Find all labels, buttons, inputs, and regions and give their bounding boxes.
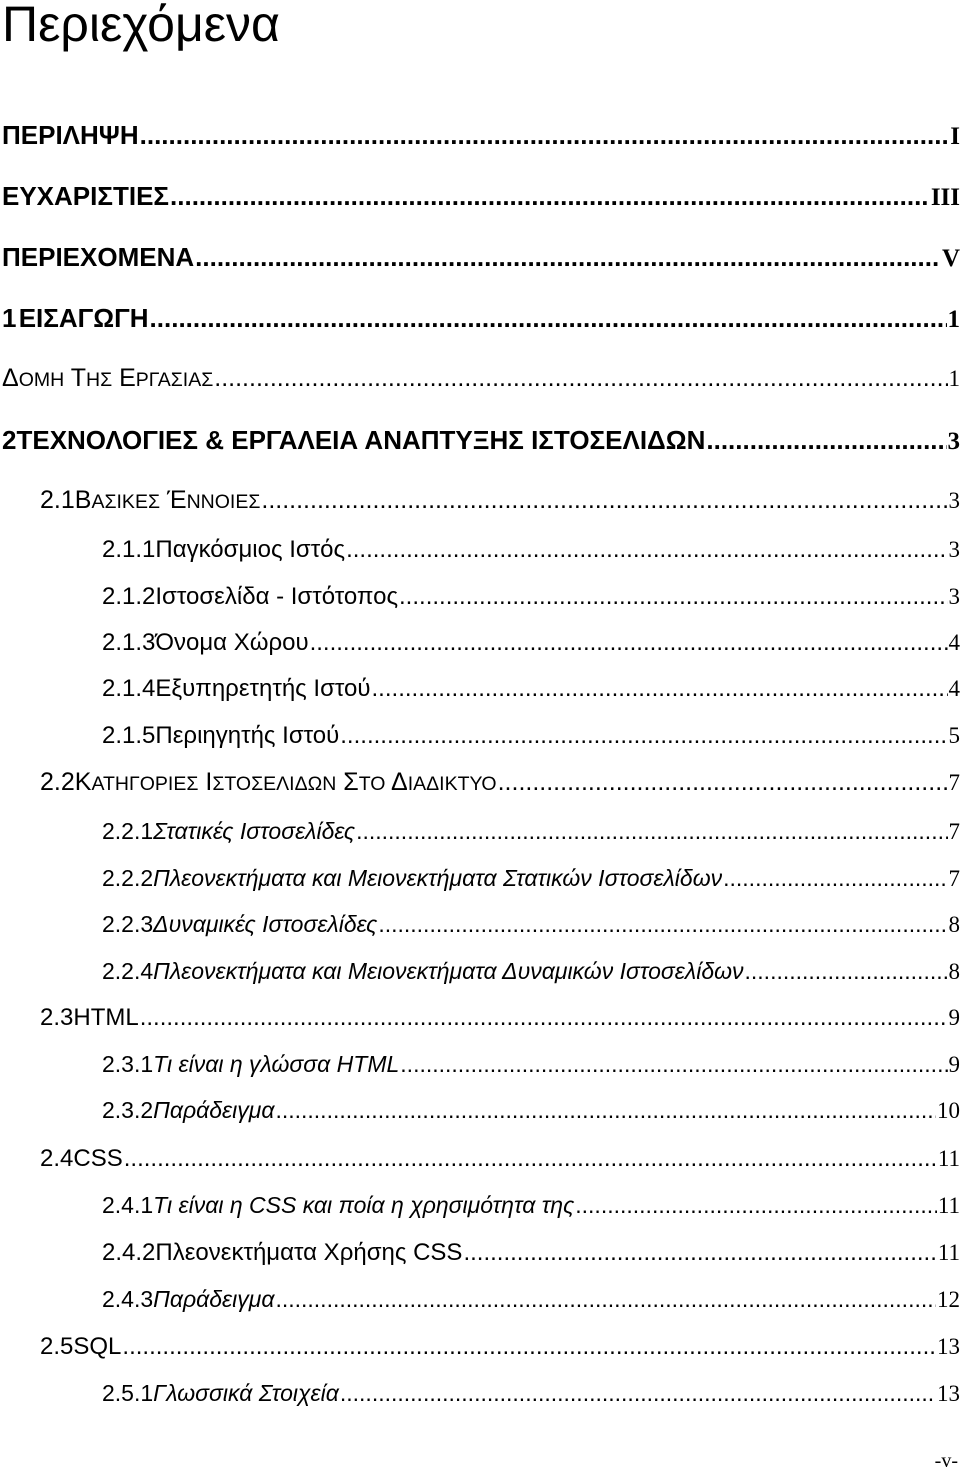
toc-entry-number: 2.1.1 (102, 536, 156, 563)
toc-entry-title: ΠΕΡΙΕΧΟΜΕΝΑ (2, 242, 195, 272)
toc-entry-title: Πλεονεκτήματα και Μειονεκτήματα Δυναμικών Ιστοσελίδων (153, 958, 744, 984)
dot-leader (340, 1380, 936, 1407)
toc-entry[interactable] (40, 1145, 960, 1173)
toc-entry-title: Παγκόσμιος Ιστός (155, 536, 346, 563)
toc-entry-title: ΔΟΜΗ ΤΗΣ ΕΡΓΑΣΙΑΣ (2, 364, 214, 392)
toc-entry-number: 2.2 (40, 768, 75, 796)
toc-entry[interactable] (2, 303, 960, 334)
toc-entry[interactable] (40, 1004, 960, 1032)
toc-entry-number: 2 (2, 425, 17, 455)
toc-entry[interactable] (102, 958, 960, 985)
dot-leader (170, 181, 930, 212)
toc-entry[interactable] (102, 1239, 960, 1267)
toc-entry-page: 13 (937, 1381, 960, 1406)
dot-leader (150, 303, 947, 334)
toc-entry-page: V (941, 245, 960, 272)
toc-entry[interactable] (102, 1192, 960, 1219)
toc-entry-title: Τι είναι η γλώσσα HTML (153, 1051, 400, 1077)
toc-entry[interactable] (102, 865, 960, 892)
toc-entry-title: Γλωσσικά Στοιχεία (153, 1380, 339, 1406)
toc-entry[interactable] (102, 629, 960, 657)
dot-leader (378, 911, 947, 938)
toc-entry-page: 1 (948, 366, 960, 391)
toc-entry-number: 1 (2, 303, 17, 333)
toc-entry-number: 2.4.2 (102, 1239, 156, 1266)
toc-entry[interactable] (40, 768, 960, 797)
toc-entry[interactable] (102, 583, 960, 611)
toc-entry-page: III (930, 184, 960, 211)
toc-entry-title: ΤΕΧΝΟΛΟΓΙΕΣ & ΕΡΓΑΛΕΙΑ ΑΝΑΠΤΥΞΗΣ ΙΣΤΟΣΕΛΙΔΩΝ (16, 425, 706, 455)
page-title: Περιεχόμενα (2, 0, 280, 52)
toc-entry-title: Όνομα Χώρου (155, 629, 309, 656)
toc-entry-number: 2.4.1 (102, 1192, 154, 1218)
toc-entry-title: ΒΑΣΙΚΕΣ ΈΝΝΟΙΕΣ (74, 486, 261, 514)
toc-entry-page: 12 (937, 1287, 960, 1312)
toc-entry[interactable] (102, 1286, 960, 1313)
toc-entry[interactable] (2, 181, 960, 212)
dot-leader (140, 120, 950, 151)
toc-entry-number: 2.2.1 (102, 818, 154, 844)
toc-entry-page: 3 (948, 488, 960, 513)
toc-entry-page: 9 (948, 1005, 960, 1030)
dot-leader (706, 425, 946, 456)
toc-entry-title: Παράδειγμα (153, 1097, 275, 1123)
dot-leader (275, 1097, 936, 1124)
toc-entry-page: 4 (948, 676, 960, 701)
toc-entry-page: 4 (948, 630, 960, 655)
dot-leader (400, 1051, 947, 1078)
toc-entry[interactable] (2, 242, 960, 273)
toc-entry-page: 7 (948, 819, 960, 844)
dot-leader (195, 242, 941, 273)
toc-entry-title: ΕΥΧΑΡΙΣΤΙΕΣ (2, 181, 170, 211)
toc-entry-page: 1 (947, 306, 960, 333)
toc-entry-number: 2.1.4 (102, 675, 156, 702)
toc-entry-number: 2.5 (40, 1333, 74, 1360)
toc-entry-page: 8 (948, 912, 960, 937)
toc-entry-page: 3 (947, 428, 960, 455)
toc-entry[interactable] (102, 1097, 960, 1124)
toc-entry[interactable] (102, 675, 960, 703)
toc-entry[interactable] (102, 536, 960, 564)
toc-entry-title: Στατικές Ιστοσελίδες (153, 818, 356, 844)
toc-entry[interactable] (102, 722, 960, 750)
dot-leader (575, 1192, 937, 1219)
dot-leader (723, 865, 947, 892)
toc-entry-title: Πλεονεκτήματα και Μειονεκτήματα Στατικών Ιστοσελίδων (153, 865, 723, 891)
dot-leader (340, 722, 947, 750)
toc-entry-number: 2.3 (40, 1004, 74, 1031)
toc-entry-page: 11 (937, 1193, 960, 1218)
dot-leader (346, 536, 947, 564)
toc-entry[interactable] (102, 1380, 960, 1407)
toc-entry-number: 2.2.3 (102, 911, 154, 937)
toc-entry-title: CSS (73, 1145, 123, 1172)
toc-entry-title: Εξυπηρετητής Ιστού (155, 675, 371, 702)
toc-entry-page: 11 (937, 1146, 960, 1171)
toc-entry-number: 2.4.3 (102, 1286, 154, 1312)
toc-entry-number: 2.4 (40, 1145, 74, 1172)
dot-leader (140, 1004, 948, 1032)
toc-entry[interactable] (40, 1333, 960, 1361)
dot-leader (356, 818, 947, 845)
toc-entry[interactable] (40, 486, 960, 515)
toc-entry[interactable] (102, 818, 960, 845)
toc-entry-number: 2.3.2 (102, 1097, 154, 1123)
toc-entry[interactable] (102, 1051, 960, 1078)
toc-entry-title: Ιστοσελίδα - Ιστότοπος (155, 583, 399, 610)
toc-entry-page: 9 (948, 1052, 960, 1077)
dot-leader (745, 958, 948, 985)
dot-leader (372, 675, 948, 703)
dot-leader (498, 768, 948, 797)
toc-entry-page: 11 (937, 1240, 960, 1265)
dot-leader (463, 1239, 936, 1267)
toc-entry-title: Τι είναι η CSS και ποία η χρησιμότητα της (153, 1192, 575, 1218)
toc-entry-title: Δυναμικές Ιστοσελίδες (153, 911, 378, 937)
dot-leader (261, 486, 947, 515)
dot-leader (275, 1286, 936, 1313)
dot-leader (124, 1145, 937, 1173)
toc-entry-number: 2.5.1 (102, 1380, 154, 1406)
dot-leader (122, 1333, 936, 1361)
toc-entry-title: ΕΙΣΑΓΩΓΗ (18, 303, 149, 333)
toc-entry-title: SQL (73, 1333, 122, 1360)
dot-leader (399, 583, 947, 611)
dot-leader (310, 629, 948, 657)
toc-entry-title: ΚΑΤΗΓΟΡΙΕΣ ΙΣΤΟΣΕΛΙΔΩΝ ΣΤΟ ΔΙΑΔΙΚΤΥΟ (74, 768, 497, 796)
toc-entry[interactable] (102, 911, 960, 938)
toc-entry-number: 2.1 (40, 486, 75, 514)
toc-entry[interactable] (2, 425, 960, 456)
toc-entry-page: I (950, 123, 960, 150)
toc-entry-page: 8 (948, 959, 960, 984)
dot-leader (214, 364, 947, 393)
toc-entry-number: 2.2.4 (102, 958, 154, 984)
toc-entry-title: Παράδειγμα (153, 1286, 275, 1312)
toc-entry-number: 2.1.2 (102, 583, 156, 610)
toc-entry-page: 3 (948, 584, 960, 609)
toc-entry[interactable] (2, 120, 960, 151)
toc-entry-page: 5 (948, 723, 960, 748)
toc-entry-page: 7 (948, 770, 960, 795)
toc-entry-number: 2.2.2 (102, 865, 154, 891)
toc-entry-number: 2.1.5 (102, 722, 156, 749)
toc-entry-title: ΠΕΡΙΛΗΨΗ (2, 120, 139, 150)
toc-entry-page: 10 (937, 1098, 960, 1123)
page-number-footer: -v- (934, 1450, 958, 1472)
toc-entry-title: Περιηγητής Ιστού (155, 722, 340, 749)
toc-entry-page: 13 (937, 1334, 960, 1359)
toc-entry-title: HTML (73, 1004, 139, 1031)
toc-entry-number: 2.1.3 (102, 629, 156, 656)
toc-entry-page: 3 (948, 537, 960, 562)
toc-entry-title: Πλεονεκτήματα Χρήσης CSS (155, 1239, 463, 1266)
toc-entry-number: 2.3.1 (102, 1051, 154, 1077)
toc-entry-page: 7 (948, 866, 960, 891)
toc-entry[interactable] (2, 364, 960, 393)
